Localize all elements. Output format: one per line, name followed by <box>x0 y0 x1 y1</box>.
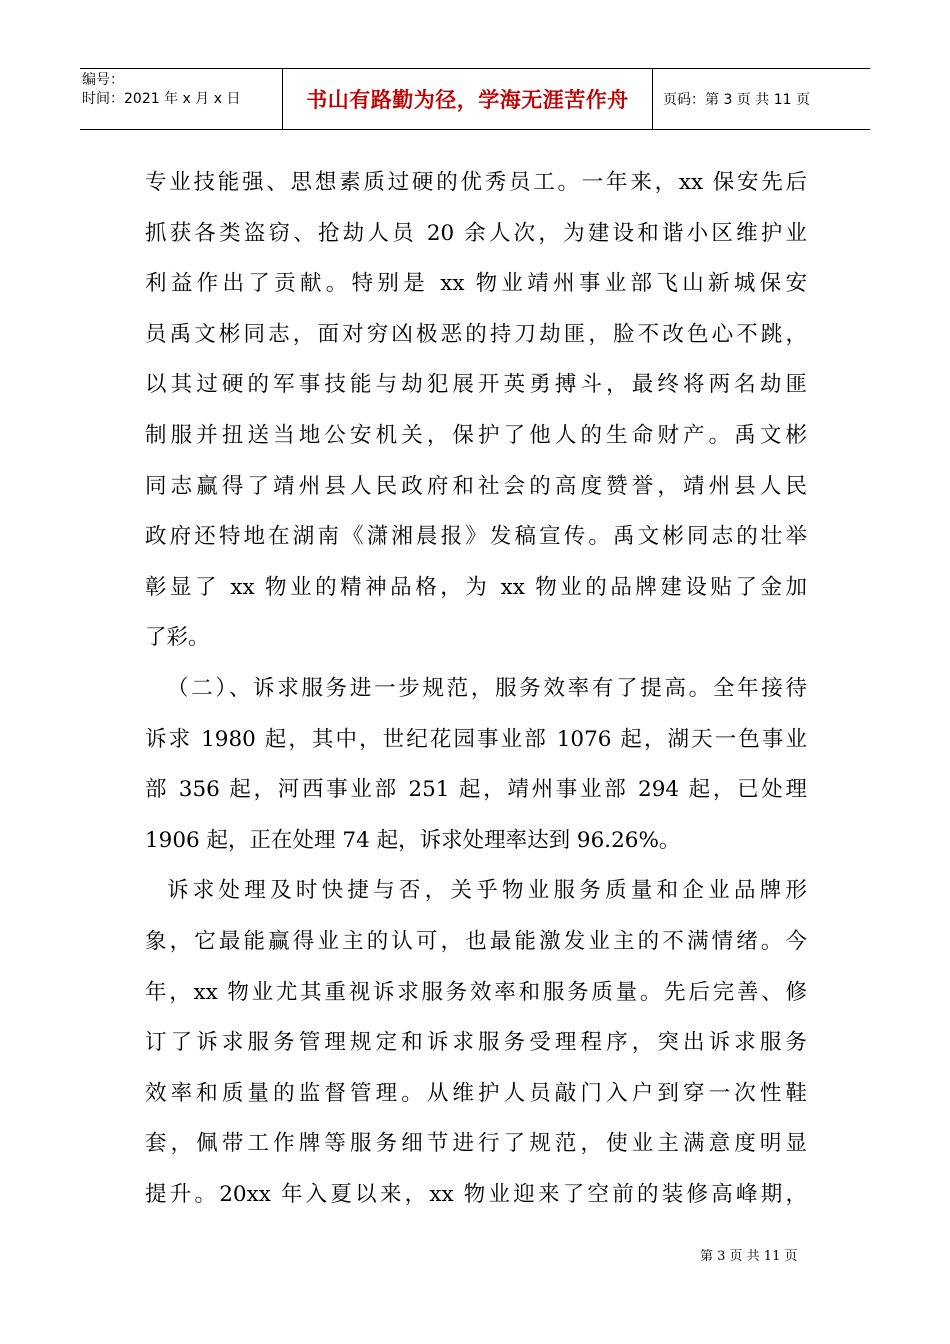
text-line: 提升。20xx 年入夏以来，xx 物业迎来了空前的装修高峰期， <box>145 1181 807 1207</box>
text-line: 年，xx 物业尤其重视诉求服务效率和服务质量。先后完善、修 <box>145 979 807 1005</box>
text-line: 抓获各类盗窃、抢劫人员 20 余人次，为建设和谐小区维护业 <box>145 220 807 246</box>
text-line: 部 356 起，河西事业部 251 起，靖州事业部 294 起，已处理 <box>145 777 807 803</box>
header-motto: 书山有路勤为径，学海无涯苦作舟 <box>282 69 653 129</box>
document-number-label: 编号： <box>82 72 124 88</box>
text-line: 专业技能强、思想素质过硬的优秀员工。一年来，xx 保安先后 <box>145 170 807 195</box>
text-line: 套，佩带工作牌等服务细节进行了规范，使业主满意度明显 <box>145 1131 807 1157</box>
text-line: 效率和质量的监督管理。从维护人员敲门入户到穿一次性鞋 <box>145 1080 807 1106</box>
text-line: 了彩。 <box>145 625 210 651</box>
text-line: 订了诉求服务管理规定和诉求服务受理程序，突出诉求服务 <box>145 1030 807 1056</box>
document-date-label: 时间：2021 年 x 月 x 日 <box>82 91 241 107</box>
text-line: 1906 起，正在处理 74 起，诉求处理率达到 96.26%。 <box>145 827 681 853</box>
text-line: 以其过硬的军事技能与劫犯展开英勇搏斗，最终将两名劫匪 <box>145 372 807 398</box>
text-line: 诉求处理及时快捷与否，关乎物业服务质量和企业品牌形 <box>167 878 807 904</box>
text-line: 制服并扭送当地公安机关，保护了他人的生命财产。禹文彬 <box>145 422 807 448</box>
page-header <box>80 68 870 130</box>
text-line: 象，它最能赢得业主的认可，也最能激发业主的不满情绪。今 <box>145 928 807 954</box>
text-line: （二）、诉求服务进一步规范，服务效率有了提高。全年接待 <box>167 675 807 701</box>
text-line: 诉求 1980 起，其中，世纪花园事业部 1076 起，湖天一色事业 <box>145 726 807 752</box>
text-line: 同志赢得了靖州县人民政府和社会的高度赞誉，靖州县人民 <box>145 473 807 499</box>
text-line: 员禹文彬同志，面对穷凶极恶的持刀劫匪，脸不改色心不跳， <box>145 321 807 347</box>
body-text <box>145 158 807 1220</box>
header-page-info: 页码：第 3 页 共 11 页 <box>663 92 810 108</box>
text-line: 彰显了 xx 物业的精神品格，为 xx 物业的品牌建设贴了金加 <box>145 574 807 600</box>
page-footer: 第 3 页 共 11 页 <box>700 1249 798 1264</box>
header-meta <box>80 69 282 129</box>
text-line: 政府还特地在湖南《潇湘晨报》发稿宣传。禹文彬同志的壮举 <box>145 524 807 550</box>
text-line: 利益作出了贡献。特别是 xx 物业靖州事业部飞山新城保安 <box>145 271 807 297</box>
